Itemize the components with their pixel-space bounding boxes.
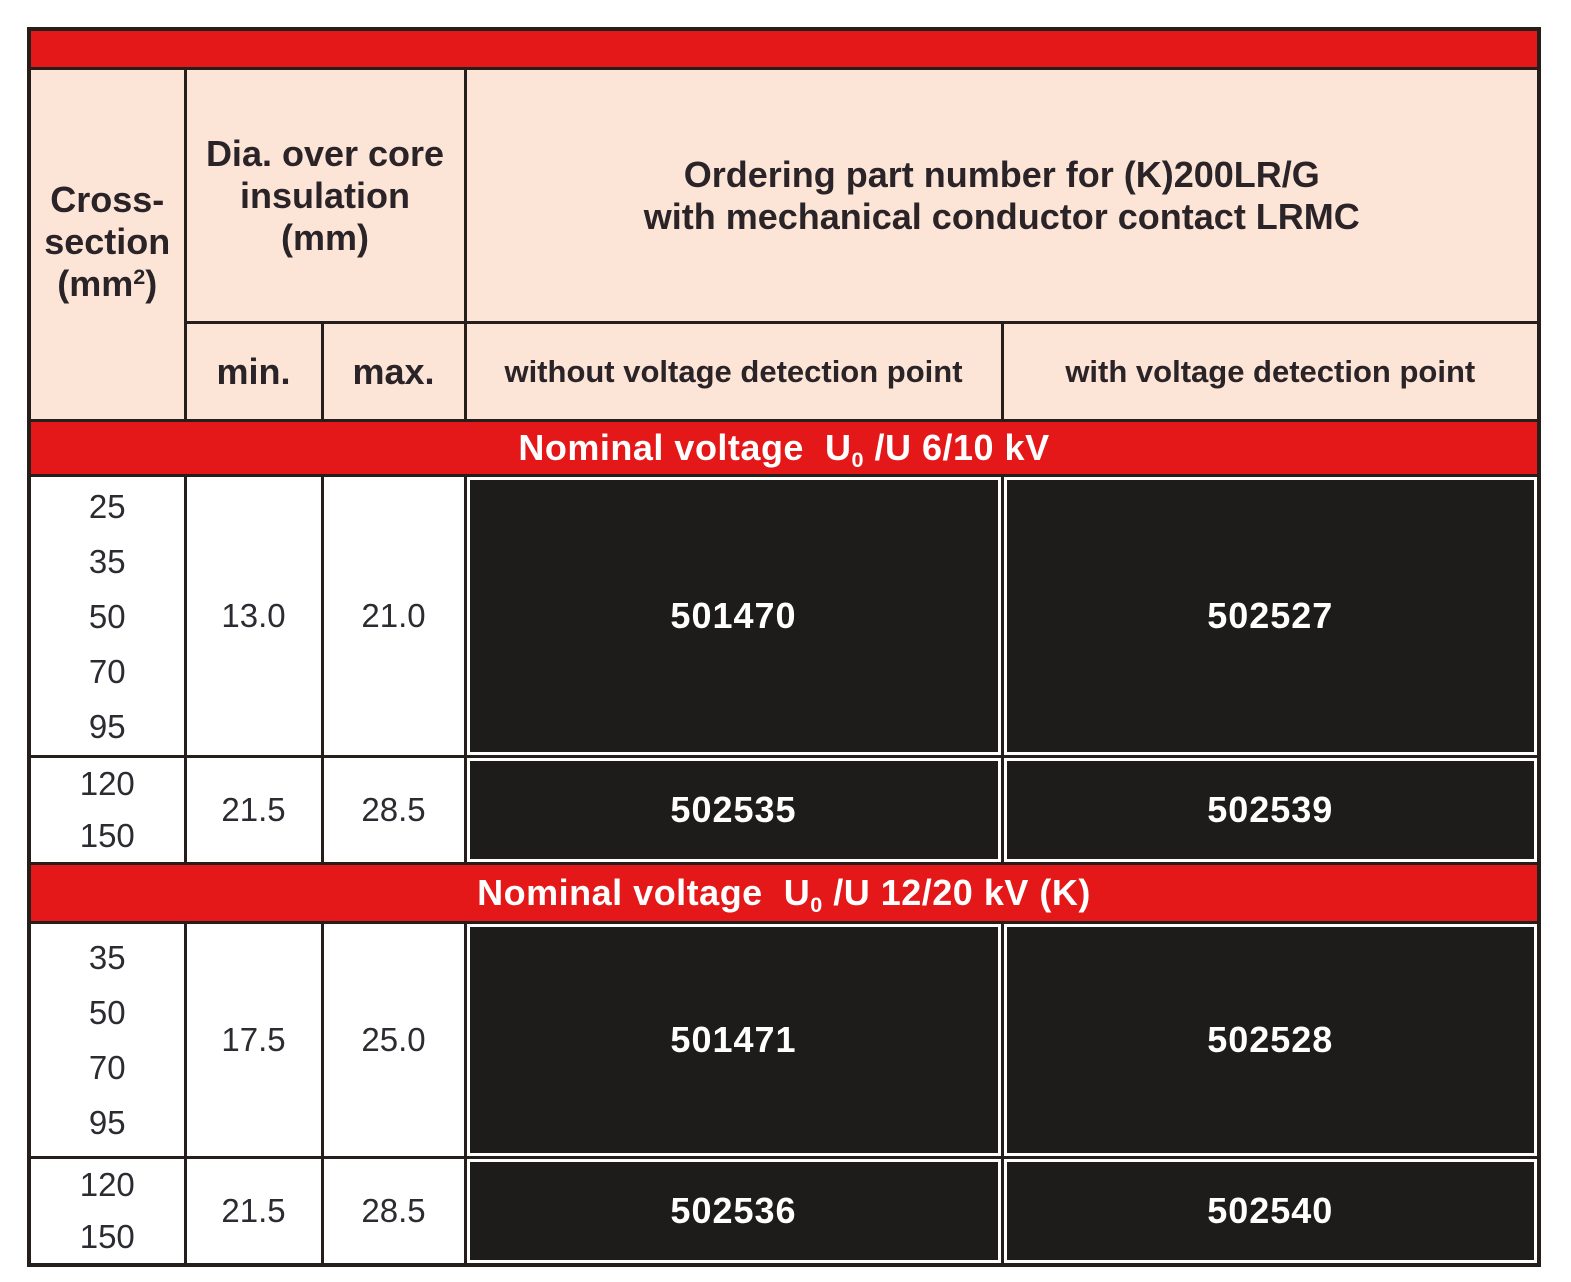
section-voltage-12-20-bar <box>29 864 1539 923</box>
dia-min-cell: 17.5 <box>185 923 322 1158</box>
without-vdp-header-cell: without voltage detection point <box>465 323 1002 421</box>
table-title-bar <box>29 29 1539 69</box>
dia-max-cell: 21.0 <box>322 476 465 757</box>
section-2-title-suffix: /U 12/20 kV (K) <box>822 872 1091 913</box>
part-number-with-vdp-cell <box>1002 1158 1539 1266</box>
min-header-cell: min. <box>185 323 322 421</box>
section-1-title-prefix: Nominal voltage U <box>518 427 852 468</box>
part-number-without-vdp-cell <box>465 757 1002 864</box>
table-row <box>29 476 1539 757</box>
part-number-with-vdp-cell <box>1002 757 1539 864</box>
section-1-title-suffix: /U 6/10 kV <box>863 427 1050 468</box>
cross-section-header-cell <box>29 69 185 421</box>
part-number-value: 502528 <box>1007 927 1535 1153</box>
cross-sections-cell: 35 50 70 95 <box>29 923 185 1158</box>
cross-section-unit-suffix: ) <box>145 263 158 304</box>
part-number-without-vdp-cell <box>465 1158 1002 1266</box>
section-1-u0-subscript: 0 <box>851 446 864 472</box>
part-number-value: 501470 <box>470 480 998 752</box>
ordering-part-number-header-cell <box>465 69 1539 323</box>
max-header-cell: max. <box>322 323 465 421</box>
dia-max-cell: 28.5 <box>322 1158 465 1266</box>
table-row <box>29 923 1539 1158</box>
part-number-value: 502535 <box>470 761 998 859</box>
section-voltage-6-10-bar <box>29 421 1539 476</box>
dia-max-cell: 25.0 <box>322 923 465 1158</box>
dia-over-core-header-cell <box>185 69 465 323</box>
cross-section-unit <box>31 263 184 310</box>
part-number-without-vdp-cell <box>465 923 1002 1158</box>
part-number-value: 502527 <box>1007 480 1535 752</box>
dia-max-cell: 28.5 <box>322 757 465 864</box>
part-number-value: 501471 <box>470 927 998 1153</box>
part-number-value: 502536 <box>470 1162 998 1260</box>
section-2-u0-subscript: 0 <box>810 891 823 917</box>
part-number-with-vdp-cell <box>1002 476 1539 757</box>
cross-sections-cell: 25 35 50 70 95 <box>29 476 185 757</box>
ordering-part-number-table <box>27 27 1541 1267</box>
cross-sections-cell: 120 150 <box>29 1158 185 1266</box>
table-row <box>29 757 1539 864</box>
dia-min-cell: 21.5 <box>185 757 322 864</box>
part-number-with-vdp-cell <box>1002 923 1539 1158</box>
cross-section-label: Cross- section <box>44 179 171 262</box>
dia-min-cell: 21.5 <box>185 1158 322 1266</box>
dia-over-core-label: Dia. over core insulation (mm) <box>205 132 445 258</box>
part-number-value: 502540 <box>1007 1162 1535 1260</box>
part-number-without-vdp-cell <box>465 476 1002 757</box>
with-vdp-header-cell: with voltage detection point <box>1002 323 1539 421</box>
cross-sections-cell: 120 150 <box>29 757 185 864</box>
cross-section-unit-prefix: (mm <box>57 263 134 304</box>
section-2-title-prefix: Nominal voltage U <box>477 872 811 913</box>
part-number-value: 502539 <box>1007 761 1535 859</box>
mm2-superscript: 2 <box>133 264 146 290</box>
dia-min-cell: 13.0 <box>185 476 322 757</box>
ordering-part-number-label: Ordering part number for (K)200LR/G with mechanical conductor contact LRMC <box>643 153 1360 237</box>
table-row <box>29 1158 1539 1266</box>
